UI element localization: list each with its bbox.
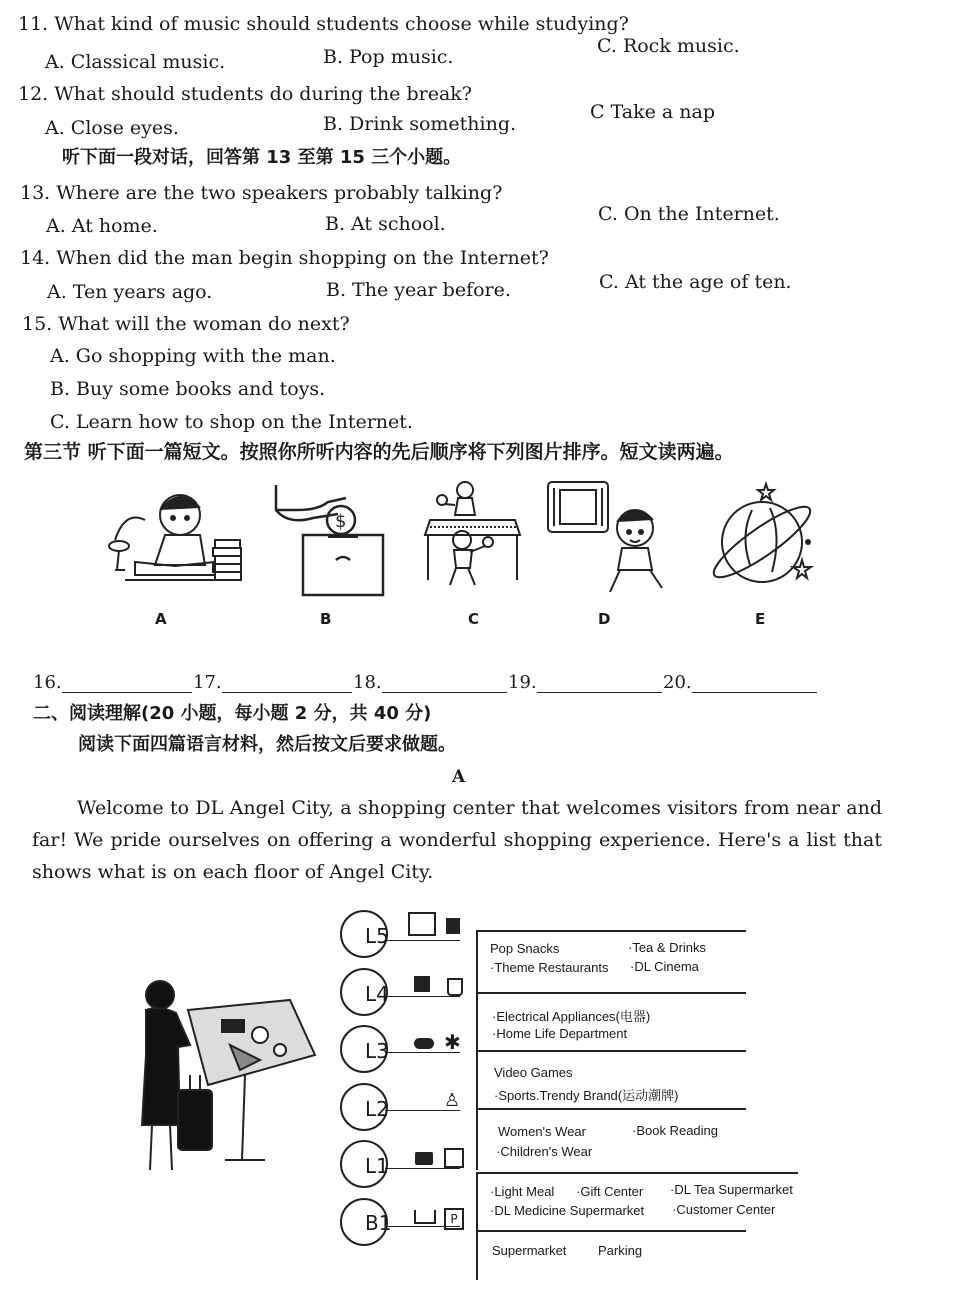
floor-box-l1 <box>476 1172 798 1230</box>
floor-item: Women's Wear <box>498 1124 586 1139</box>
parking-icon: P <box>444 1208 464 1230</box>
floor-item: ·DL Cinema <box>630 959 699 974</box>
option-13a: A. At home. <box>46 215 158 237</box>
floor-leader-l5 <box>385 940 460 941</box>
picture-a-studying <box>105 480 245 600</box>
floor-code-l1: L1 <box>365 1154 389 1178</box>
option-15a: A. Go shopping with the man. <box>50 345 336 367</box>
answer-blank-19[interactable] <box>508 672 662 693</box>
screen-icon <box>408 912 436 936</box>
floor-box-l2 <box>476 1108 746 1170</box>
floor-item: ·Customer Center <box>672 1202 776 1217</box>
film-icon <box>446 918 460 934</box>
option-11b: B. Pop music. <box>323 46 454 68</box>
floor-item: Parking <box>598 1243 643 1258</box>
reading-instruction: 阅读下面四篇语言材料，然后按文后要求做题。 <box>78 734 456 755</box>
cup-icon <box>447 978 463 996</box>
kiosk-illustration <box>130 975 320 1175</box>
picture-e-planet <box>710 480 850 600</box>
floor-item: ·Theme Restaurants <box>490 960 609 975</box>
camera-icon <box>415 1152 433 1165</box>
question-13: 13. Where are the two speakers probably talking? <box>20 182 503 204</box>
question-15: 15. What will the woman do next? <box>22 313 350 335</box>
dialogue-intro: 听下面一段对话，回答第 13 至第 15 三个小题。 <box>62 147 462 168</box>
floor-item: ·Tea & Drinks <box>628 940 707 955</box>
passage-text: Welcome to DL Angel City, a shopping center that welcomes visitors from near and far! We pride ourselves on offering a wonderful shopping experience. Here's a list that shows what is on each floor of Angel City. <box>32 797 882 883</box>
gift-icon <box>444 1148 464 1168</box>
floor-code-b1: B1 <box>365 1211 392 1235</box>
sports-icon: ✱ <box>444 1030 461 1054</box>
question-14: 14. When did the man begin shopping on the Internet? <box>20 247 549 269</box>
option-14a: A. Ten years ago. <box>47 281 213 303</box>
floor-code-l2: L2 <box>365 1097 389 1121</box>
option-11c: C. Rock music. <box>597 35 740 57</box>
floor-item: ·Gift Center <box>576 1184 644 1199</box>
picture-d-stretching <box>540 480 680 600</box>
picture-label-d: D <box>598 610 611 628</box>
floor-item: ·DL Tea Supermarket <box>670 1182 793 1197</box>
floor-code-l3: L3 <box>365 1039 389 1063</box>
picture-label-e: E <box>755 610 766 628</box>
picture-label-b: B <box>320 610 332 628</box>
blank-number: 17. <box>193 672 222 693</box>
floor-item: ·Home Life Department <box>492 1026 628 1041</box>
question-11: 11. What kind of music should students choose while studying? <box>18 13 629 35</box>
picture-c-table-tennis <box>420 480 560 600</box>
option-12a: A. Close eyes. <box>45 117 179 139</box>
floor-item: ·Book Reading <box>632 1123 718 1138</box>
option-14c: C. At the age of ten. <box>599 271 792 293</box>
picture-b-savings-box <box>268 480 408 600</box>
passage-label: A <box>452 767 466 787</box>
reading-section-title: 二、阅读理解(20 小题，每小题 2 分，共 40 分) <box>33 703 432 724</box>
option-15b: B. Buy some books and toys. <box>50 378 326 400</box>
floor-item: ·Light Meal <box>490 1184 555 1199</box>
section-3-instruction: 第三节 听下面一篇短文。按照你所听内容的先后顺序将下列图片排序。短文读两遍。 <box>24 441 734 463</box>
floor-code-l5: L5 <box>365 924 389 948</box>
answer-blank-17[interactable] <box>193 672 352 693</box>
floor-item: Supermarket <box>492 1243 567 1258</box>
floor-item: ·DL Medicine Supermarket <box>490 1203 645 1218</box>
answer-blank-20[interactable] <box>663 672 817 693</box>
option-15c: C. Learn how to shop on the Internet. <box>50 411 413 433</box>
option-13b: B. At school. <box>325 213 446 235</box>
gamepad-icon <box>414 1038 434 1049</box>
picture-label-c: C <box>468 610 480 628</box>
appliance-icon <box>414 976 430 992</box>
floor-item: ·Children's Wear <box>496 1144 593 1159</box>
answer-blank-18[interactable] <box>353 672 507 693</box>
option-14b: B. The year before. <box>326 279 511 301</box>
svg-text:$: $ <box>335 511 347 532</box>
option-12b: B. Drink something. <box>323 113 517 135</box>
blank-number: 20. <box>663 672 692 693</box>
question-12: 12. What should students do during the break? <box>18 83 472 105</box>
option-12c: C Take a nap <box>590 101 715 123</box>
answer-blank-16[interactable] <box>33 672 192 693</box>
option-13c: C. On the Internet. <box>598 203 780 225</box>
floor-leader-l4 <box>385 996 460 997</box>
blank-number: 18. <box>353 672 382 693</box>
blank-number: 19. <box>508 672 537 693</box>
picture-label-a: A <box>155 610 167 628</box>
floor-item: Video Games <box>494 1065 573 1080</box>
floor-leader-l1 <box>385 1168 460 1169</box>
clothes-icon: ♙ <box>444 1090 461 1111</box>
blank-number: 16. <box>33 672 62 693</box>
cart-icon <box>414 1210 436 1224</box>
floor-item: ·Electrical Appliances(电器) <box>492 1009 651 1024</box>
floor-code-l4: L4 <box>365 982 389 1006</box>
floor-item: ·Sports.Trendy Brand(运动潮牌) <box>494 1088 679 1103</box>
floor-item: Pop Snacks <box>490 941 560 956</box>
option-11a: A. Classical music. <box>45 51 226 73</box>
